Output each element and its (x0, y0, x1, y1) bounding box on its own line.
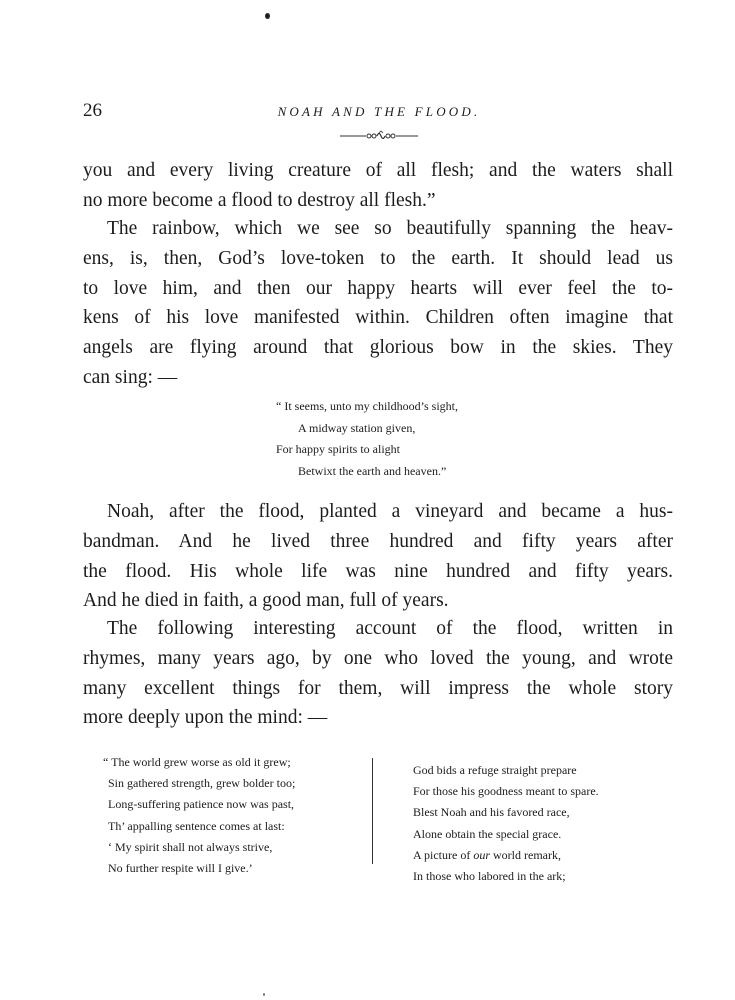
verse-line: For happy spirits to alight (276, 442, 400, 456)
poem-line: Sin gathered strength, grew bolder too; (108, 776, 296, 791)
poem-line: ‘ My spirit shall not always strive, (108, 839, 273, 854)
text-line: no more become a flood to destroy all flesh.” (83, 189, 436, 211)
poem-line: Blest Noah and his favored race, (413, 805, 570, 820)
poem-line (413, 845, 599, 866)
text-line: the flood. His whole life was nine hundred and fifty years. (83, 560, 673, 582)
text-line: Noah, after the flood, planted a vineyard and became a hus- (107, 501, 673, 522)
paragraph-4 (83, 614, 673, 733)
verse-line: “ It seems, unto my childhood’s sight, (276, 399, 458, 413)
verse-line: Betwixt the earth and heaven.” (298, 463, 447, 478)
poem-line: For those his goodness meant to spare. (413, 784, 599, 799)
poem-line: No further respite will I give.’ (108, 861, 253, 876)
text-line: many excellent things for them, will impress the whole story (83, 677, 673, 699)
text-line: rhymes, many years ago, by one who loved the young, and wrote (83, 647, 673, 669)
poem-line: In those who labored in the ark; (413, 869, 566, 884)
verse-quote (276, 396, 458, 482)
running-title: NOAH AND THE FLOOD. (277, 104, 481, 119)
text-line: kens of his love manifested within. Children often imagine that (83, 307, 673, 329)
text-line: more deeply upon the mind: — (83, 707, 328, 729)
text-line: to love him, and then our happy hearts will ever feel the to- (83, 277, 673, 299)
page-header (83, 100, 675, 130)
text-line: The rainbow, which we see so beautifully spanning the heav- (107, 218, 673, 239)
ink-speck (265, 13, 270, 19)
text-line: ens, is, then, God’s love-token to the earth. It should lead us (83, 247, 673, 269)
poem-line: “ The world grew worse as old it grew; (103, 755, 291, 769)
poem-left-column (103, 752, 296, 879)
poem-line-part: A picture of (413, 847, 474, 862)
ornament-divider-icon (340, 130, 418, 142)
poem-line: God bids a refuge straight prepare (413, 763, 577, 777)
text-line: And he died in faith, a good man, full of years. (83, 590, 449, 612)
poem-line: Alone obtain the special grace. (413, 826, 562, 841)
text-line: The following interesting account of the flood, written in (107, 618, 673, 639)
text-line: can sing: — (83, 366, 178, 388)
page-number: 26 (83, 100, 102, 121)
paragraph-1 (83, 156, 673, 216)
paragraph-3 (83, 497, 673, 616)
emphasis-text: our (473, 847, 490, 862)
poem-right-column (413, 760, 599, 887)
text-line: bandman. And he lived three hundred and fifty years after (83, 530, 673, 552)
poem-column-divider (372, 758, 373, 864)
poem-line: Th’ appalling sentence comes at last: (108, 818, 285, 833)
text-line: angels are flying around that glorious bow in the skies. They (83, 337, 673, 359)
poem-line-part: world remark, (490, 847, 561, 862)
verse-line: A midway station given, (298, 420, 416, 435)
ink-speck (263, 993, 265, 996)
text-line: you and every living creature of all flesh; and the waters shall (83, 160, 673, 181)
paragraph-2 (83, 214, 673, 393)
poem-line: Long-suffering patience now was past, (108, 797, 295, 812)
